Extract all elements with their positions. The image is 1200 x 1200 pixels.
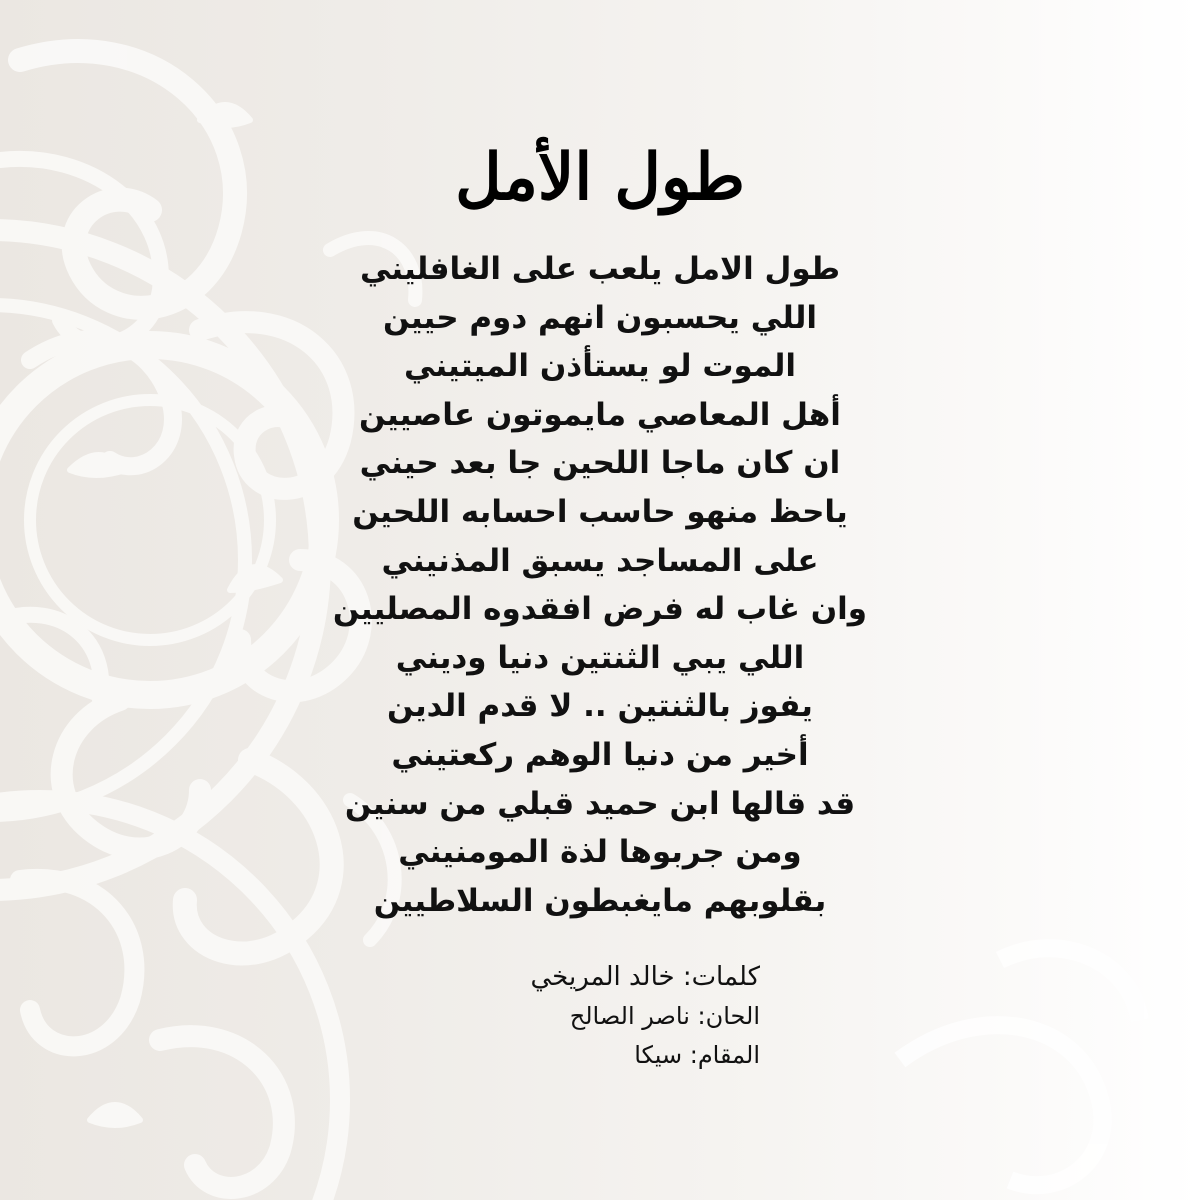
poem-line: قد قالها ابن حميد قبلي من سنين — [344, 785, 856, 822]
poem-line: بقلوبهم مايغبطون السلاطيين — [373, 882, 827, 919]
poem-body — [330, 245, 870, 925]
poem-line: أخير من دنيا الوهم ركعتيني — [391, 736, 809, 773]
credits — [430, 958, 760, 1075]
poem-line: ياحظ منهو حاسب احسابه اللحين — [352, 493, 848, 530]
poem-line: اللي يبي الثنتين دنيا وديني — [395, 639, 805, 676]
poem-line: اللي يحسبون انهم دوم حيين — [382, 299, 817, 336]
poem-line: ومن جربوها لذة المومنيني — [398, 834, 802, 871]
poem-line: أهل المعاصي مايموتون عاصيين — [359, 396, 841, 433]
poem-line: يفوز بالثنتين .. لا قدم الدين — [387, 688, 813, 725]
poem-line: على المساجد يسبق المذنيني — [381, 542, 819, 579]
poem-line: وان غاب له فرض افقدوه المصليين — [332, 591, 868, 628]
poem-line: الموت لو يستأذن الميتيني — [404, 348, 796, 385]
maqam-credit: المقام: سيكا — [634, 1041, 760, 1069]
melody-credit: الحان: ناصر الصالح — [569, 1002, 760, 1030]
lyrics-credit: كلمات: خالد المريخي — [530, 962, 760, 992]
poem-line: ان كان ماجا اللحين جا بعد حيني — [359, 445, 841, 482]
poem-line: طول الامل يلعب على الغافليني — [359, 251, 841, 287]
poem-title: طول الأمل — [455, 140, 745, 215]
